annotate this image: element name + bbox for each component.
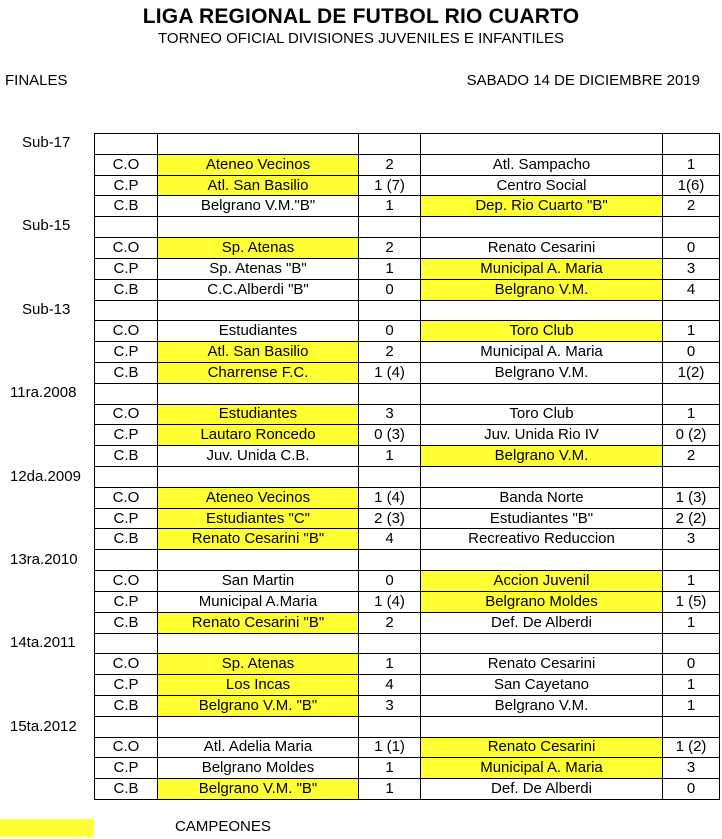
team1-cell: Charrense F.C. <box>158 362 359 383</box>
division-cell: C.B <box>95 362 158 383</box>
category-label: Sub-17 <box>22 134 71 151</box>
division-cell: C.O <box>95 737 158 758</box>
empty-cell <box>663 383 720 404</box>
division-cell: C.B <box>95 779 158 800</box>
score2-cell: 0 <box>663 342 720 363</box>
team1-cell: Estudiantes "C" <box>158 508 359 529</box>
category-spacer-row <box>95 134 720 155</box>
score2-cell: 1 <box>663 321 720 342</box>
champion-legend-swatch <box>0 819 94 837</box>
score1-cell: 1 (4) <box>359 362 421 383</box>
score2-cell: 1 <box>663 154 720 175</box>
team1-cell: Estudiantes <box>158 404 359 425</box>
team2-cell: Recreativo Reduccion <box>421 529 663 550</box>
score1-cell: 1 <box>359 758 421 779</box>
score2-cell: 0 (2) <box>663 425 720 446</box>
empty-cell <box>359 550 421 571</box>
empty-cell <box>421 217 663 238</box>
match-row <box>95 654 720 675</box>
match-row <box>95 571 720 592</box>
score2-cell: 1(2) <box>663 362 720 383</box>
score1-cell: 4 <box>359 529 421 550</box>
score2-cell: 3 <box>663 758 720 779</box>
match-row <box>95 175 720 196</box>
category-label: Sub-13 <box>22 300 71 318</box>
empty-cell <box>95 550 158 571</box>
score2-cell: 0 <box>663 779 720 800</box>
date-label: SABADO 14 DE DICIEMBRE 2019 <box>466 72 700 89</box>
empty-cell <box>158 633 359 654</box>
empty-cell <box>158 716 359 737</box>
category-spacer-row <box>95 383 720 404</box>
team1-cell: Sp. Atenas <box>158 238 359 259</box>
empty-cell <box>359 633 421 654</box>
category-label: 15ta.2012 <box>10 717 77 735</box>
category-label: 11ra.2008 <box>10 384 77 402</box>
score1-cell: 2 <box>359 238 421 259</box>
score2-cell: 1 <box>663 695 720 716</box>
score2-cell: 1 (3) <box>663 487 720 508</box>
division-cell: C.B <box>95 695 158 716</box>
score1-cell: 0 <box>359 279 421 300</box>
empty-cell <box>663 217 720 238</box>
empty-cell <box>158 550 359 571</box>
category-label: 14ta.2011 <box>10 634 76 652</box>
team2-cell: Belgrano V.M. <box>421 695 663 716</box>
division-cell: C.O <box>95 321 158 342</box>
score1-cell: 3 <box>359 695 421 716</box>
results-table <box>94 133 720 800</box>
score2-cell: 1 <box>663 571 720 592</box>
category-spacer-row <box>95 633 720 654</box>
empty-cell <box>421 716 663 737</box>
empty-cell <box>359 134 421 155</box>
empty-cell <box>663 300 720 321</box>
category-label: 12da.2009 <box>10 467 81 485</box>
score2-cell: 1 (2) <box>663 737 720 758</box>
score1-cell: 0 (3) <box>359 425 421 446</box>
empty-cell <box>95 134 158 155</box>
team1-cell: C.C.Alberdi "B" <box>158 279 359 300</box>
team1-cell: Belgrano V.M. "B" <box>158 779 359 800</box>
division-cell: C.P <box>95 425 158 446</box>
team2-cell: Renato Cesarini <box>421 654 663 675</box>
score2-cell: 1 <box>663 675 720 696</box>
match-row <box>95 737 720 758</box>
match-row <box>95 675 720 696</box>
match-row <box>95 487 720 508</box>
team2-cell: Municipal A. Maria <box>421 342 663 363</box>
score2-cell: 1 <box>663 612 720 633</box>
division-cell: C.P <box>95 758 158 779</box>
score1-cell: 1 <box>359 196 421 217</box>
division-cell: C.P <box>95 342 158 363</box>
empty-cell <box>95 633 158 654</box>
category-label: Sub-15 <box>22 217 71 235</box>
page-subtitle: TORNEO OFICIAL DIVISIONES JUVENILES E INFANTILES <box>158 30 564 47</box>
category-label: 13ra.2010 <box>10 551 78 568</box>
empty-cell <box>95 300 158 321</box>
match-row <box>95 196 720 217</box>
empty-cell <box>359 383 421 404</box>
score2-cell: 4 <box>663 279 720 300</box>
match-row <box>95 425 720 446</box>
score1-cell: 2 <box>359 342 421 363</box>
team1-cell: Atl. San Basilio <box>158 342 359 363</box>
category-spacer-row <box>95 550 720 571</box>
team2-cell: Toro Club <box>421 321 663 342</box>
empty-cell <box>359 467 421 488</box>
team1-cell: Sp. Atenas <box>158 654 359 675</box>
empty-cell <box>359 300 421 321</box>
empty-cell <box>663 467 720 488</box>
team2-cell: Municipal A. Maria <box>421 258 663 279</box>
team1-cell: Los Incas <box>158 675 359 696</box>
empty-cell <box>158 467 359 488</box>
team2-cell: Juv. Unida Rio IV <box>421 425 663 446</box>
match-row <box>95 508 720 529</box>
team1-cell: Lautaro Roncedo <box>158 425 359 446</box>
team1-cell: Atl. Adelia Maria <box>158 737 359 758</box>
category-spacer-row <box>95 300 720 321</box>
match-row <box>95 321 720 342</box>
match-row <box>95 695 720 716</box>
team1-cell: Juv. Unida C.B. <box>158 446 359 467</box>
match-row <box>95 758 720 779</box>
category-spacer-row <box>95 716 720 737</box>
score2-cell: 2 <box>663 196 720 217</box>
division-cell: C.O <box>95 571 158 592</box>
division-cell: C.O <box>95 487 158 508</box>
empty-cell <box>421 467 663 488</box>
team1-cell: Ateneo Vecinos <box>158 154 359 175</box>
score2-cell: 3 <box>663 258 720 279</box>
division-cell: C.O <box>95 154 158 175</box>
score2-cell: 2 (2) <box>663 508 720 529</box>
empty-cell <box>95 467 158 488</box>
team2-cell: Accion Juvenil <box>421 571 663 592</box>
team2-cell: Renato Cesarini <box>421 737 663 758</box>
team1-cell: Belgrano Moldes <box>158 758 359 779</box>
team2-cell: Belgrano V.M. <box>421 279 663 300</box>
empty-cell <box>421 383 663 404</box>
team1-cell: Ateneo Vecinos <box>158 487 359 508</box>
match-row <box>95 612 720 633</box>
score1-cell: 0 <box>359 571 421 592</box>
empty-cell <box>359 217 421 238</box>
team2-cell: Estudiantes "B" <box>421 508 663 529</box>
team1-cell: Atl. San Basilio <box>158 175 359 196</box>
match-row <box>95 446 720 467</box>
empty-cell <box>158 300 359 321</box>
team1-cell: San Martin <box>158 571 359 592</box>
team2-cell: Renato Cesarini <box>421 238 663 259</box>
score2-cell: 2 <box>663 446 720 467</box>
empty-cell <box>158 217 359 238</box>
team2-cell: Belgrano Moldes <box>421 591 663 612</box>
match-row <box>95 154 720 175</box>
score1-cell: 1 <box>359 258 421 279</box>
division-cell: C.P <box>95 508 158 529</box>
score2-cell: 3 <box>663 529 720 550</box>
champion-legend-label: CAMPEONES <box>175 818 271 835</box>
match-row <box>95 258 720 279</box>
team2-cell: Atl. Sampacho <box>421 154 663 175</box>
division-cell: C.B <box>95 612 158 633</box>
score1-cell: 2 (3) <box>359 508 421 529</box>
page-title: LIGA REGIONAL DE FUTBOL RIO CUARTO <box>142 5 580 28</box>
score1-cell: 1 (4) <box>359 591 421 612</box>
team2-cell: Municipal A. Maria <box>421 758 663 779</box>
empty-cell <box>663 633 720 654</box>
match-row <box>95 404 720 425</box>
category-spacer-row <box>95 467 720 488</box>
team2-cell: Def. De Alberdi <box>421 612 663 633</box>
empty-cell <box>421 633 663 654</box>
score1-cell: 2 <box>359 154 421 175</box>
team2-cell: San Cayetano <box>421 675 663 696</box>
team2-cell: Belgrano V.M. <box>421 446 663 467</box>
division-cell: C.B <box>95 529 158 550</box>
empty-cell <box>95 716 158 737</box>
division-cell: C.O <box>95 654 158 675</box>
score2-cell: 0 <box>663 238 720 259</box>
team1-cell: Municipal A.Maria <box>158 591 359 612</box>
match-row <box>95 779 720 800</box>
team1-cell: Renato Cesarini "B" <box>158 612 359 633</box>
empty-cell <box>421 300 663 321</box>
match-row <box>95 529 720 550</box>
division-cell: C.P <box>95 258 158 279</box>
team1-cell: Renato Cesarini "B" <box>158 529 359 550</box>
team2-cell: Dep. Rio Cuarto "B" <box>421 196 663 217</box>
division-cell: C.P <box>95 175 158 196</box>
team2-cell: Centro Social <box>421 175 663 196</box>
score1-cell: 2 <box>359 612 421 633</box>
empty-cell <box>663 550 720 571</box>
score2-cell: 1(6) <box>663 175 720 196</box>
empty-cell <box>663 716 720 737</box>
category-spacer-row <box>95 217 720 238</box>
score1-cell: 1 <box>359 654 421 675</box>
team2-cell: Def. De Alberdi <box>421 779 663 800</box>
empty-cell <box>421 134 663 155</box>
score2-cell: 1 (5) <box>663 591 720 612</box>
score1-cell: 0 <box>359 321 421 342</box>
score1-cell: 1 <box>359 779 421 800</box>
match-row <box>95 342 720 363</box>
empty-cell <box>95 217 158 238</box>
team1-cell: Estudiantes <box>158 321 359 342</box>
team1-cell: Belgrano V.M. "B" <box>158 695 359 716</box>
empty-cell <box>158 383 359 404</box>
score2-cell: 1 <box>663 404 720 425</box>
score1-cell: 1 (4) <box>359 487 421 508</box>
empty-cell <box>421 550 663 571</box>
score1-cell: 3 <box>359 404 421 425</box>
empty-cell <box>359 716 421 737</box>
score1-cell: 1 <box>359 446 421 467</box>
score1-cell: 4 <box>359 675 421 696</box>
team1-cell: Belgrano V.M."B" <box>158 196 359 217</box>
score1-cell: 1 (1) <box>359 737 421 758</box>
team1-cell: Sp. Atenas "B" <box>158 258 359 279</box>
score2-cell: 0 <box>663 654 720 675</box>
match-row <box>95 362 720 383</box>
team2-cell: Banda Norte <box>421 487 663 508</box>
match-row <box>95 238 720 259</box>
division-cell: C.B <box>95 279 158 300</box>
empty-cell <box>95 383 158 404</box>
score1-cell: 1 (7) <box>359 175 421 196</box>
division-cell: C.B <box>95 446 158 467</box>
team2-cell: Toro Club <box>421 404 663 425</box>
division-cell: C.O <box>95 404 158 425</box>
division-cell: C.P <box>95 675 158 696</box>
finals-label: FINALES <box>5 72 68 89</box>
match-row <box>95 591 720 612</box>
division-cell: C.B <box>95 196 158 217</box>
division-cell: C.P <box>95 591 158 612</box>
empty-cell <box>663 134 720 155</box>
empty-cell <box>158 134 359 155</box>
division-cell: C.O <box>95 238 158 259</box>
match-row <box>95 279 720 300</box>
team2-cell: Belgrano V.M. <box>421 362 663 383</box>
